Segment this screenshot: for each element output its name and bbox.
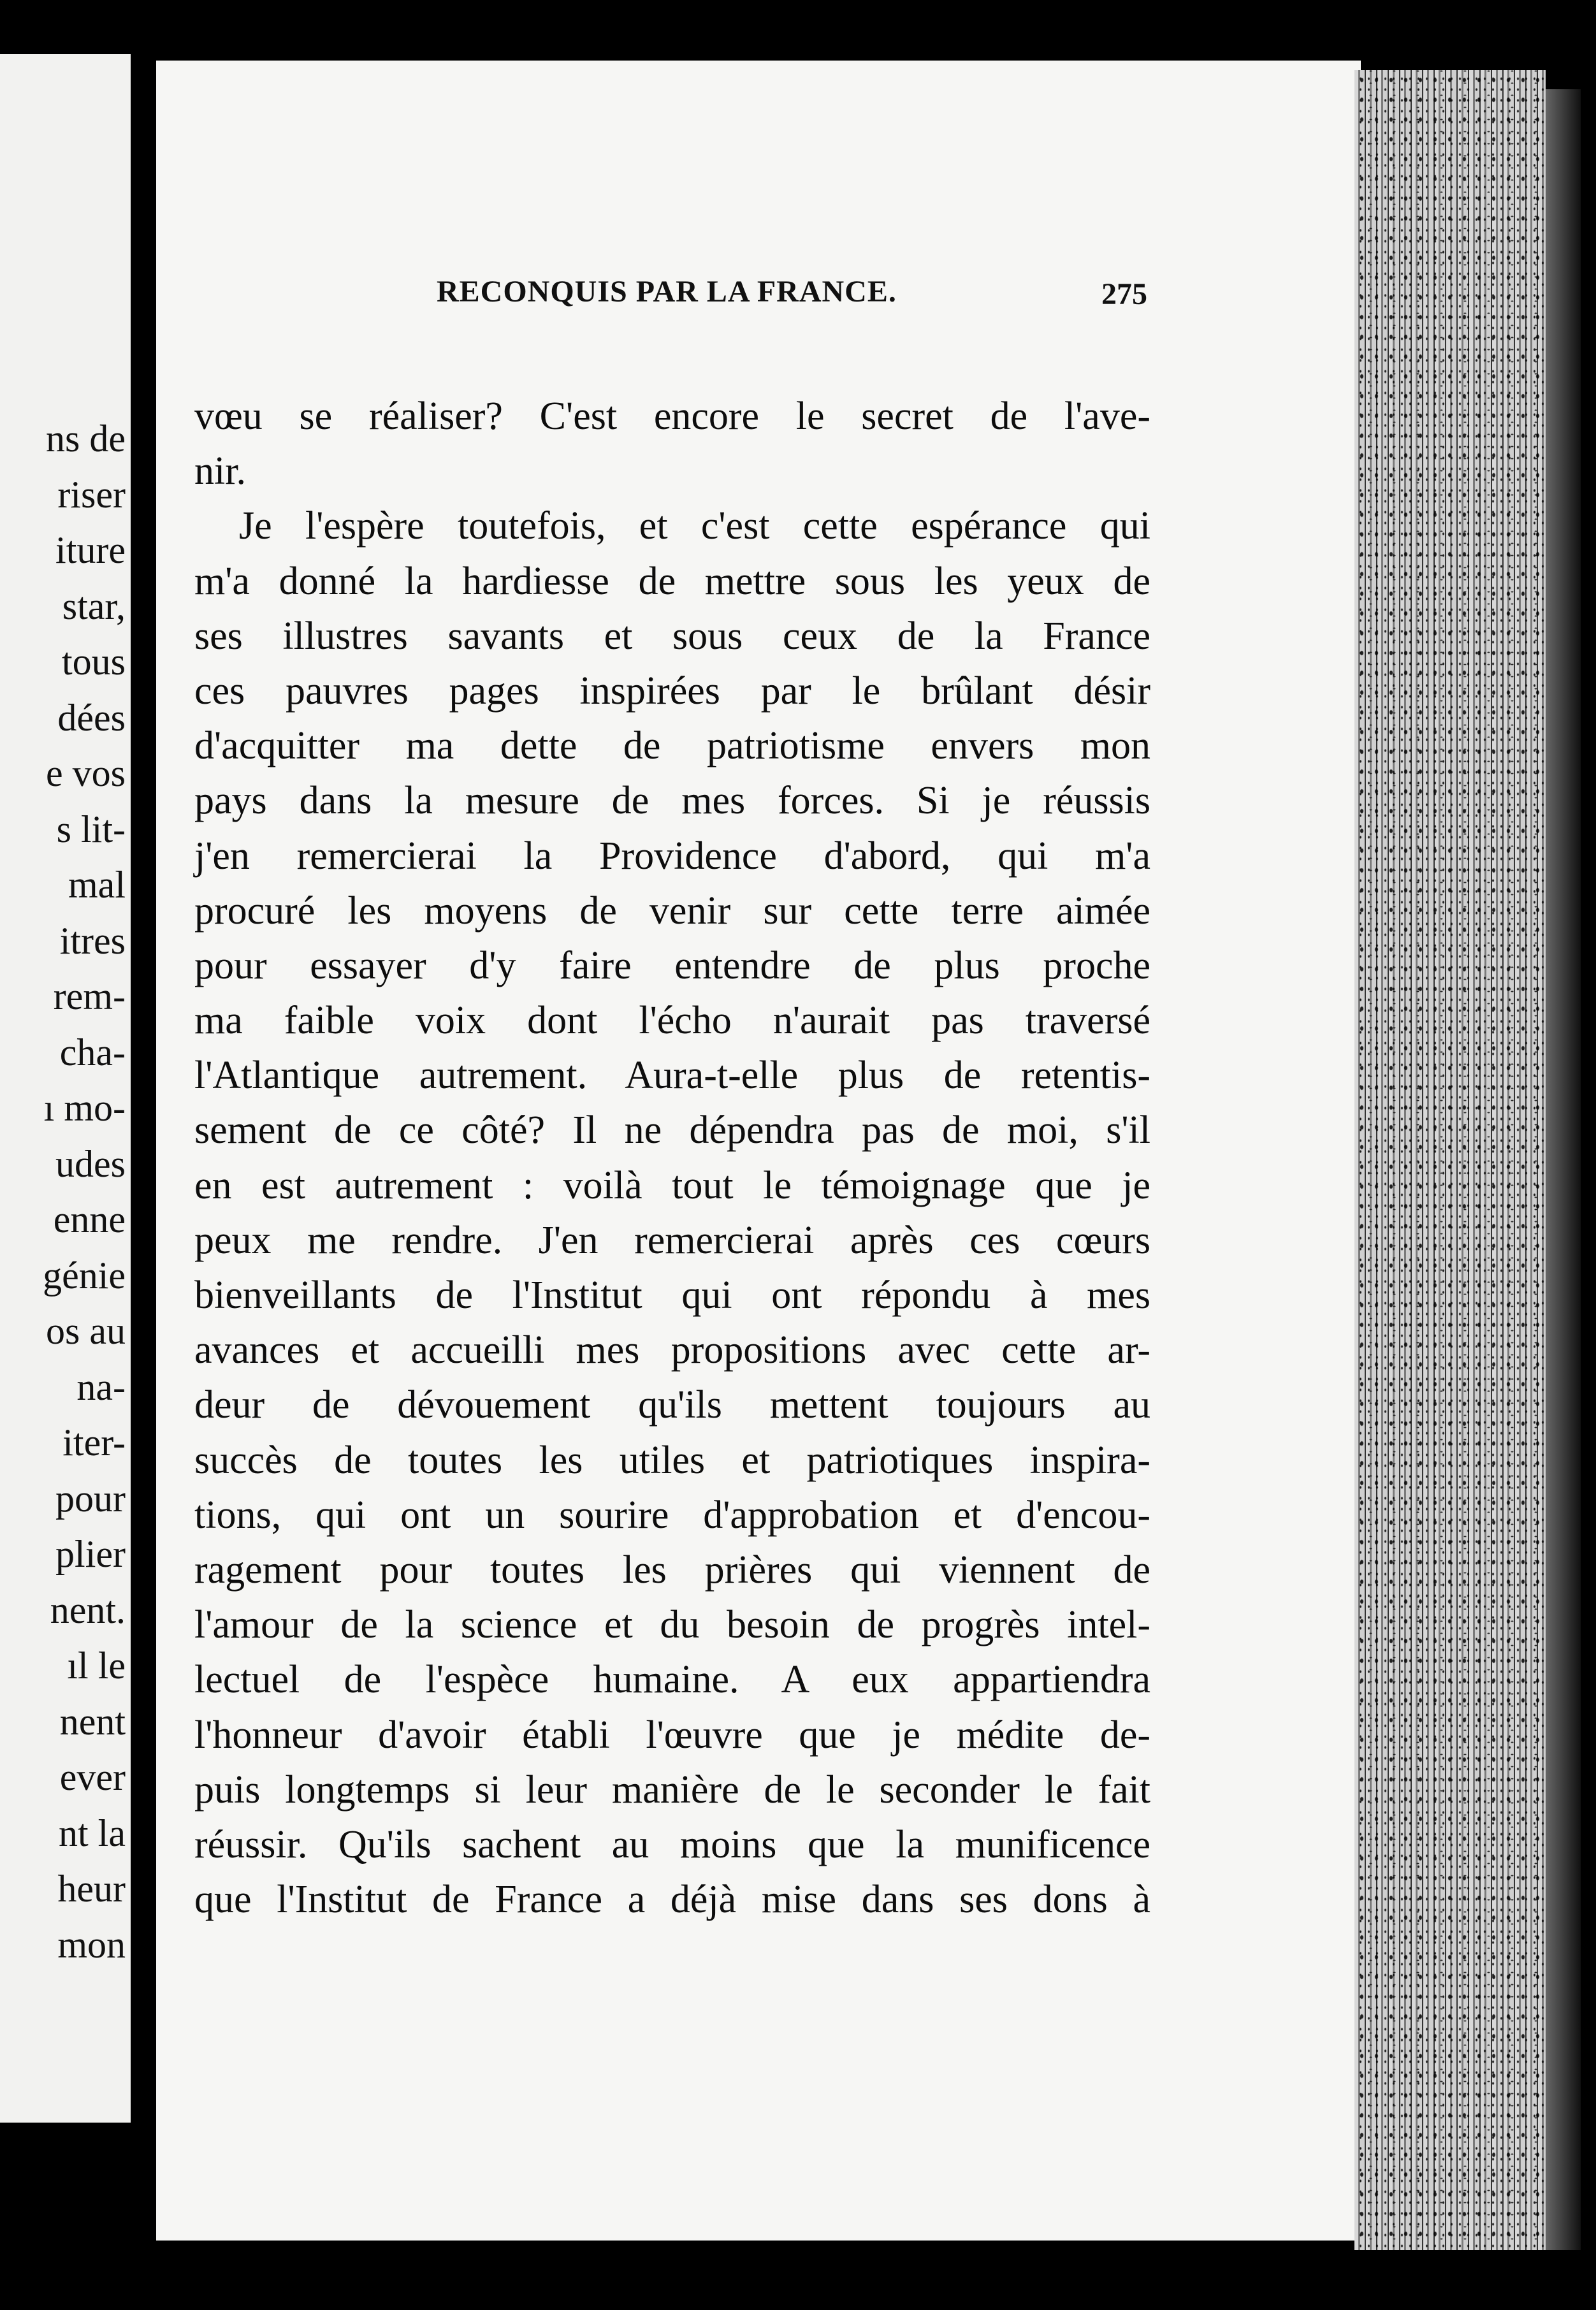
facing-line: mon xyxy=(57,1923,126,1966)
facing-line: ıl le xyxy=(67,1645,126,1687)
text-line: vœu se réaliser? C'est encore le secret de l'ave- xyxy=(194,395,1150,438)
text-line: l'amour de la science et du besoin de progrès intel- xyxy=(194,1603,1150,1647)
text-line: lectuel de l'espèce humaine. A eux appartiendra xyxy=(194,1658,1150,1702)
facing-line: nt la xyxy=(59,1812,126,1854)
facing-page xyxy=(0,54,131,2123)
text-line: bienveillants de l'Institut qui ont répondu à mes xyxy=(194,1274,1150,1317)
text-line: succès de toutes les utiles et patriotiques inspira- xyxy=(194,1438,1150,1482)
text-line: pour essayer d'y faire entendre de plus proche xyxy=(194,943,1150,987)
text-line: l'Atlantique autrement. Aura-t-elle plus de retentis- xyxy=(194,1054,1150,1098)
binding-shadow xyxy=(1546,89,1581,2250)
facing-line: nent xyxy=(59,1700,126,1743)
facing-line: na- xyxy=(76,1365,126,1408)
facing-page-text xyxy=(43,411,126,1973)
facing-line: riser xyxy=(57,473,126,516)
facing-line: star, xyxy=(62,585,126,627)
facing-line: ı mo- xyxy=(43,1087,126,1129)
text-line: sement de ce côté? Il ne dépendra pas de moi, s'il xyxy=(194,1108,1150,1152)
facing-line: e vos xyxy=(46,752,126,794)
facing-line: os au xyxy=(46,1310,126,1352)
text-line: ragement pour toutes les prières qui viennent de xyxy=(194,1548,1150,1592)
page-header xyxy=(280,274,1147,325)
facing-line: dées xyxy=(57,696,126,739)
facing-line: iter- xyxy=(62,1421,126,1464)
text-line: que l'Institut de France a déjà mise dans ses dons à xyxy=(194,1878,1150,1922)
facing-line: tous xyxy=(61,641,126,683)
text-line: ces pauvres pages inspirées par le brûlant désir xyxy=(194,669,1150,713)
facing-line: s lit- xyxy=(56,808,126,850)
page-number: 275 xyxy=(1101,277,1147,311)
text-line: ma faible voix dont l'écho n'aurait pas traversé xyxy=(194,999,1150,1043)
text-line: deur de dévouement qu'ils mettent toujours au xyxy=(194,1383,1150,1427)
facing-line: nent. xyxy=(50,1588,126,1631)
text-line: l'honneur d'avoir établi l'œuvre que je médite de- xyxy=(194,1713,1150,1757)
text-line: en est autrement : voilà tout le témoignage que je xyxy=(194,1163,1150,1207)
facing-line: ever xyxy=(59,1756,126,1798)
facing-line: pour xyxy=(55,1477,126,1520)
text-line: puis longtemps si leur manière de le seconder le fait xyxy=(194,1768,1150,1812)
body-text xyxy=(194,389,1150,1927)
facing-line: plier xyxy=(55,1533,126,1575)
text-line: réussir. Qu'ils sachent au moins que la munificence xyxy=(194,1822,1150,1866)
text-line: ses illustres savants et sous ceux de la France xyxy=(194,614,1150,658)
text-line: nir. xyxy=(194,449,246,493)
facing-line: ns de xyxy=(46,418,126,460)
text-line: pays dans la mesure de mes forces. Si je réussis xyxy=(194,779,1150,823)
text-line: j'en remercierai la Providence d'abord, qui m'a xyxy=(194,834,1150,878)
text-line: avances et accueilli mes propositions avec cette ar- xyxy=(194,1328,1150,1372)
facing-line: cha- xyxy=(59,1031,126,1073)
facing-line: mal xyxy=(68,864,126,906)
text-line: m'a donné la hardiesse de mettre sous les yeux de xyxy=(194,559,1150,603)
facing-line: rem- xyxy=(53,975,126,1017)
text-line: peux me rendre. J'en remercierai après ces cœurs xyxy=(194,1218,1150,1262)
facing-line: génie xyxy=(43,1254,126,1297)
page-block-edge xyxy=(1354,70,1546,2250)
edge-speckle xyxy=(1354,70,1546,2250)
facing-line: udes xyxy=(55,1142,126,1185)
facing-line: heur xyxy=(57,1868,126,1910)
facing-line: iture xyxy=(55,529,126,571)
text-line: procuré les moyens de venir sur cette terre aimée xyxy=(194,889,1150,933)
facing-line: itres xyxy=(59,919,126,962)
facing-line: enne xyxy=(53,1198,126,1240)
text-line: tions, qui ont un sourire d'approbation et d'encou- xyxy=(194,1493,1150,1537)
running-title: RECONQUIS PAR LA FRANCE. xyxy=(437,275,897,309)
text-line: Je l'espère toutefois, et c'est cette espérance qui xyxy=(239,504,1150,548)
text-line: d'acquitter ma dette de patriotisme envers mon xyxy=(194,724,1150,768)
